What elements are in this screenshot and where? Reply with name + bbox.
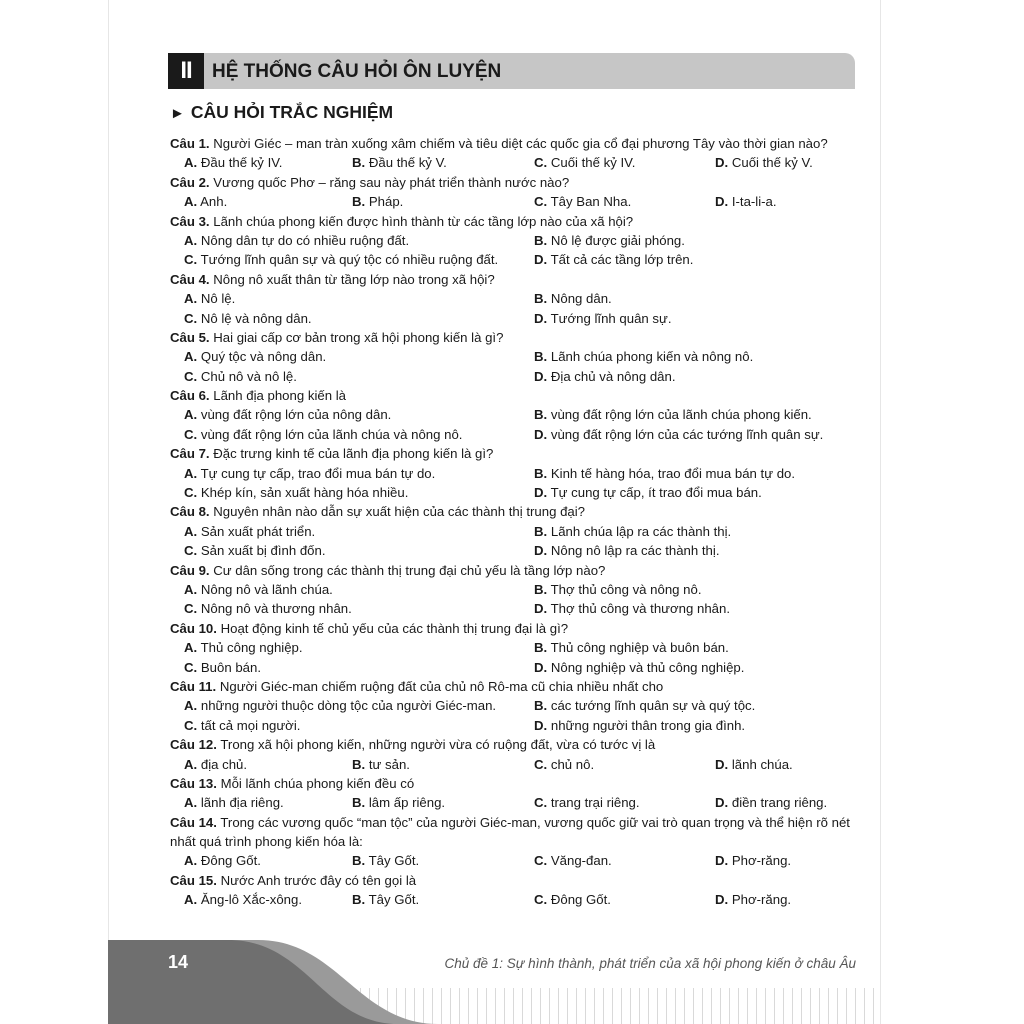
question-text: Mỗi lãnh chúa phong kiến đều có <box>220 775 415 791</box>
option-text: lâm ấp riêng. <box>368 795 446 811</box>
option-text: Lãnh chúa phong kiến và nông nô. <box>550 349 754 365</box>
answer-row <box>170 658 860 677</box>
question-text: Lãnh chúa phong kiến được hình thành từ các tầng lớp nào của xã hội? <box>213 213 634 229</box>
question-label: Câu 4. <box>170 271 210 287</box>
answer-row <box>170 250 860 269</box>
question-stem <box>170 813 860 852</box>
answer-option <box>534 638 729 657</box>
answer-option <box>184 599 352 618</box>
answer-option <box>184 658 261 677</box>
question-text: Đặc trưng kinh tế của lãnh địa phong kiến là gì? <box>213 446 494 462</box>
option-letter: D. <box>534 659 548 675</box>
answer-option <box>184 367 297 386</box>
option-letter: B. <box>534 465 548 481</box>
question-stem <box>170 386 860 405</box>
option-letter: A. <box>184 581 198 597</box>
option-text: Anh. <box>200 194 228 210</box>
chapter-title: Chủ đề 1: Sự hình thành, phát triển của xã hội phong kiến ở châu Âu <box>444 956 856 971</box>
answer-option <box>534 367 676 386</box>
answer-option <box>184 755 247 774</box>
option-text: Thủ công nghiệp. <box>200 640 303 656</box>
answer-row <box>170 638 860 657</box>
answer-row <box>170 367 860 386</box>
option-text: tư sản. <box>368 756 410 772</box>
answer-row <box>170 580 860 599</box>
section-number: II <box>168 53 204 89</box>
question-text: Nguyên nhân nào dẫn sự xuất hiện của các thành thị trung đại? <box>213 504 585 520</box>
question-stem <box>170 871 860 890</box>
option-letter: B. <box>352 892 366 908</box>
option-letter: B. <box>352 756 366 772</box>
option-letter: A. <box>184 407 198 423</box>
answer-option <box>352 851 419 870</box>
option-text: Sản xuất bị đình đốn. <box>200 543 326 559</box>
question-text: Hoạt động kinh tế chủ yếu của các thành thị trung đại là gì? <box>220 620 569 636</box>
question-text: Nông nô xuất thân từ tầng lớp nào trong xã hội? <box>213 271 495 287</box>
answer-option <box>534 483 762 502</box>
answer-row <box>170 541 860 560</box>
answer-option <box>184 580 333 599</box>
answer-option <box>534 755 594 774</box>
answer-option <box>534 289 612 308</box>
option-text: Nô lệ và nông dân. <box>200 310 312 326</box>
question-text: Trong các vương quốc “man tộc” của người Giéc-man, vương quốc giữ vai trò quan trọng và thể hiện rõ nét nhất quá trình phong kiến hóa là: <box>170 814 850 850</box>
option-letter: D. <box>534 310 548 326</box>
option-letter: B. <box>352 795 366 811</box>
answer-option <box>534 192 631 211</box>
option-letter: B. <box>352 853 366 869</box>
answer-option <box>184 793 284 812</box>
option-text: chủ nô. <box>550 756 595 772</box>
answer-option <box>534 309 672 328</box>
question-text: Nước Anh trước đây có tên gọi là <box>220 872 417 888</box>
question-stem <box>170 173 860 192</box>
option-text: vùng đất rộng lớn của nông dân. <box>200 407 392 423</box>
question-label: Câu 2. <box>170 174 210 190</box>
answer-option <box>184 250 498 269</box>
answer-option <box>184 541 326 560</box>
question-label: Câu 9. <box>170 562 210 578</box>
option-text: Phơ-răng. <box>731 892 792 908</box>
option-text: Thợ thủ công và nông nô. <box>550 581 702 597</box>
option-text: Đông Gốt. <box>550 892 611 908</box>
option-text: Nông nô và lãnh chúa. <box>200 581 333 597</box>
option-letter: C. <box>534 756 548 772</box>
question-label: Câu 3. <box>170 213 210 229</box>
answer-option <box>534 153 635 172</box>
option-letter: B. <box>534 523 548 539</box>
answer-option <box>184 425 462 444</box>
question-label: Câu 12. <box>170 737 217 753</box>
option-text: Sản xuất phát triển. <box>200 523 316 539</box>
question-stem <box>170 328 860 347</box>
option-letter: A. <box>184 155 198 171</box>
option-text: Quý tộc và nông dân. <box>200 349 327 365</box>
option-text: Đầu thế kỷ IV. <box>200 155 283 171</box>
option-letter: A. <box>184 523 198 539</box>
question-label: Câu 13. <box>170 775 217 791</box>
answer-option <box>534 250 693 269</box>
question-text: Lãnh địa phong kiến là <box>213 388 346 404</box>
answer-option <box>534 580 702 599</box>
option-letter: A. <box>184 291 198 307</box>
answer-option <box>352 755 410 774</box>
question-stem <box>170 134 860 153</box>
answer-option <box>184 347 326 366</box>
answer-option <box>184 153 282 172</box>
option-text: Nông nô và thương nhân. <box>200 601 352 617</box>
option-letter: A. <box>184 853 198 869</box>
option-letter: D. <box>534 368 548 384</box>
answer-option <box>352 192 403 211</box>
answer-option <box>184 638 303 657</box>
answer-row <box>170 347 860 366</box>
option-letter: A. <box>184 640 198 656</box>
answer-row <box>170 851 860 870</box>
option-text: lãnh chúa. <box>731 756 793 772</box>
option-letter: C. <box>184 601 198 617</box>
option-letter: C. <box>184 659 198 675</box>
question-stem <box>170 561 860 580</box>
option-letter: C. <box>534 155 548 171</box>
answer-option <box>184 464 435 483</box>
answer-option <box>352 153 447 172</box>
option-letter: C. <box>534 853 548 869</box>
option-text: Chủ nô và nô lệ. <box>200 368 297 384</box>
answer-row <box>170 522 860 541</box>
option-letter: D. <box>534 543 548 559</box>
option-letter: A. <box>184 892 198 908</box>
answer-option <box>184 696 496 715</box>
answer-row <box>170 309 860 328</box>
option-text: Khép kín, sản xuất hàng hóa nhiều. <box>200 485 409 501</box>
option-letter: C. <box>534 795 548 811</box>
answer-option <box>534 347 753 366</box>
option-letter: B. <box>352 194 366 210</box>
question-label: Câu 7. <box>170 446 210 462</box>
question-label: Câu 1. <box>170 136 210 151</box>
option-text: Đông Gốt. <box>200 853 261 869</box>
option-letter: C. <box>184 543 198 559</box>
option-letter: C. <box>184 368 198 384</box>
option-text: Phơ-răng. <box>731 853 792 869</box>
answer-row <box>170 231 860 250</box>
option-text: Nông nô lập ra các thành thị. <box>550 543 720 559</box>
option-letter: D. <box>534 485 548 501</box>
option-letter: A. <box>184 698 198 714</box>
option-letter: D. <box>715 155 729 171</box>
option-text: trang trại riêng. <box>550 795 640 811</box>
page-number: 14 <box>167 952 189 972</box>
option-text: Cuối thế kỷ V. <box>731 155 813 171</box>
answer-option <box>534 696 755 715</box>
question-text: Trong xã hội phong kiến, những người vừa có ruộng đất, vừa có tước vị là <box>220 737 656 753</box>
option-text: Tự cung tự cấp, ít trao đổi mua bán. <box>550 485 762 501</box>
question-label: Câu 6. <box>170 388 210 404</box>
question-stem <box>170 270 860 289</box>
option-letter: C. <box>184 426 198 442</box>
option-letter: D. <box>534 252 548 268</box>
answer-option <box>715 192 777 211</box>
answer-option <box>534 405 812 424</box>
option-text: Tướng lĩnh quân sự. <box>550 310 672 326</box>
answer-row <box>170 192 860 211</box>
answer-option <box>184 231 409 250</box>
answer-option <box>184 483 408 502</box>
question-label: Câu 15. <box>170 872 217 888</box>
option-text: Tướng lĩnh quân sự và quý tộc có nhiều ruộng đất. <box>200 252 499 268</box>
option-letter: C. <box>184 485 198 501</box>
option-text: vùng đất rộng lớn của lãnh chúa phong kiến. <box>550 407 812 423</box>
question-label: Câu 8. <box>170 504 210 520</box>
option-text: vùng đất rộng lớn của các tướng lĩnh quân sự. <box>550 426 824 442</box>
option-text: Tây Gốt. <box>368 853 420 869</box>
question-stem <box>170 502 860 521</box>
option-letter: C. <box>534 194 548 210</box>
option-text: Tất cả các tầng lớp trên. <box>550 252 694 268</box>
option-text: lãnh địa riêng. <box>200 795 284 811</box>
option-text: Nông nghiệp và thủ công nghiệp. <box>550 659 745 675</box>
option-text: điền trang riêng. <box>731 795 828 811</box>
answer-option <box>534 464 795 483</box>
option-letter: A. <box>184 756 198 772</box>
answer-option <box>184 405 391 424</box>
answer-option <box>352 890 419 909</box>
answer-option <box>534 716 745 735</box>
answer-option <box>184 192 227 211</box>
answer-option <box>184 890 302 909</box>
answer-row <box>170 890 860 909</box>
option-text: Buôn bán. <box>200 659 261 675</box>
answer-option <box>715 153 813 172</box>
option-text: Nô lệ. <box>200 291 236 307</box>
option-letter: D. <box>715 853 729 869</box>
option-text: Ăng-lô Xắc-xông. <box>200 892 303 908</box>
question-list <box>170 134 860 910</box>
option-letter: D. <box>534 601 548 617</box>
option-text: Thợ thủ công và thương nhân. <box>550 601 730 617</box>
option-text: Tự cung tự cấp, trao đổi mua bán tự do. <box>200 465 436 481</box>
answer-row <box>170 696 860 715</box>
answer-option <box>534 851 612 870</box>
option-text: Thủ công nghiệp và buôn bán. <box>550 640 729 656</box>
option-letter: B. <box>534 698 548 714</box>
answer-row <box>170 425 860 444</box>
arrow-icon: ► <box>170 105 185 122</box>
option-text: Đầu thế kỷ V. <box>368 155 447 171</box>
question-label: Câu 10. <box>170 620 217 636</box>
option-text: Nông dân tự do có nhiều ruộng đất. <box>200 232 410 248</box>
option-letter: B. <box>534 291 548 307</box>
option-text: Kinh tế hàng hóa, trao đổi mua bán tự do. <box>550 465 796 481</box>
option-letter: A. <box>184 232 198 248</box>
question-label: Câu 5. <box>170 329 210 345</box>
question-stem <box>170 444 860 463</box>
option-text: Nông dân. <box>550 291 612 307</box>
answer-row <box>170 599 860 618</box>
option-text: Pháp. <box>368 194 404 210</box>
option-letter: A. <box>184 795 198 811</box>
answer-row <box>170 793 860 812</box>
answer-option <box>352 793 445 812</box>
answer-row <box>170 755 860 774</box>
option-letter: B. <box>534 232 548 248</box>
option-letter: B. <box>352 155 366 171</box>
section-title: HỆ THỐNG CÂU HỎI ÔN LUYỆN <box>212 61 502 82</box>
answer-option <box>534 541 719 560</box>
answer-option <box>534 425 823 444</box>
option-text: Văng-đan. <box>550 853 612 869</box>
answer-option <box>184 309 312 328</box>
answer-option <box>534 890 611 909</box>
question-label: Câu 11. <box>170 678 217 694</box>
section-banner <box>168 53 855 89</box>
answer-option <box>715 890 791 909</box>
subheading-title: CÂU HỎI TRẮC NGHIỆM <box>190 102 394 122</box>
answer-row <box>170 405 860 424</box>
option-letter: B. <box>534 407 548 423</box>
option-letter: D. <box>715 194 729 210</box>
question-stem <box>170 212 860 231</box>
option-text: các tướng lĩnh quân sự và quý tộc. <box>550 698 756 714</box>
option-letter: D. <box>534 717 548 733</box>
answer-row <box>170 289 860 308</box>
answer-row <box>170 464 860 483</box>
option-letter: D. <box>715 756 729 772</box>
option-letter: D. <box>715 892 729 908</box>
option-letter: A. <box>184 465 198 481</box>
option-letter: A. <box>184 349 198 365</box>
answer-option <box>534 231 685 250</box>
question-text: Vương quốc Phơ – răng sau này phát triển thành nước nào? <box>213 174 570 190</box>
question-text: Người Giéc – man tràn xuống xâm chiếm và tiêu diệt các quốc gia cổ đại phương Tây vào thời gian nào? <box>213 136 828 151</box>
question-text: Người Giéc-man chiếm ruộng đất của chủ nô Rô-ma cũ chia nhiều nhất cho <box>219 678 664 694</box>
option-text: những người thuộc dòng tộc của người Giéc-man. <box>200 698 497 714</box>
option-text: Lãnh chúa lập ra các thành thị. <box>550 523 732 539</box>
page-edge-left <box>108 0 109 1024</box>
answer-row <box>170 153 860 172</box>
question-label: Câu 14. <box>170 814 217 830</box>
option-letter: D. <box>715 795 729 811</box>
answer-option <box>715 793 827 812</box>
page-edge-right <box>880 0 881 1024</box>
option-text: I-ta-li-a. <box>731 194 777 210</box>
option-letter: C. <box>534 892 548 908</box>
option-text: tất cả mọi người. <box>200 717 301 733</box>
answer-option <box>534 793 640 812</box>
question-text: Cư dân sống trong các thành thị trung đại chủ yếu là tầng lớp nào? <box>213 562 606 578</box>
answer-option <box>534 658 744 677</box>
answer-option <box>715 851 791 870</box>
option-text: những người thân trong gia đình. <box>550 717 746 733</box>
answer-row <box>170 716 860 735</box>
option-text: Cuối thế kỷ IV. <box>550 155 636 171</box>
answer-option <box>184 716 300 735</box>
option-text: Tây Gốt. <box>368 892 420 908</box>
option-text: Địa chủ và nông dân. <box>550 368 676 384</box>
question-stem <box>170 774 860 793</box>
option-text: địa chủ. <box>200 756 248 772</box>
option-text: Tây Ban Nha. <box>550 194 632 210</box>
question-stem <box>170 619 860 638</box>
option-letter: C. <box>184 717 198 733</box>
option-letter: B. <box>534 581 548 597</box>
option-letter: B. <box>534 640 548 656</box>
option-letter: C. <box>184 252 198 268</box>
subheading <box>170 102 393 123</box>
option-letter: C. <box>184 310 198 326</box>
answer-option <box>534 522 731 541</box>
option-letter: D. <box>534 426 548 442</box>
question-stem <box>170 677 860 696</box>
answer-row <box>170 483 860 502</box>
option-letter: B. <box>534 349 548 365</box>
answer-option <box>715 755 793 774</box>
question-stem <box>170 735 860 754</box>
option-text: Nô lệ được giải phóng. <box>550 232 685 248</box>
option-text: vùng đất rộng lớn của lãnh chúa và nông nô. <box>200 426 463 442</box>
question-text: Hai giai cấp cơ bản trong xã hội phong kiến là gì? <box>213 329 504 345</box>
option-letter: A. <box>184 194 198 210</box>
answer-option <box>184 522 315 541</box>
page-footer <box>108 940 880 1024</box>
answer-option <box>184 289 235 308</box>
answer-option <box>184 851 261 870</box>
answer-option <box>534 599 730 618</box>
